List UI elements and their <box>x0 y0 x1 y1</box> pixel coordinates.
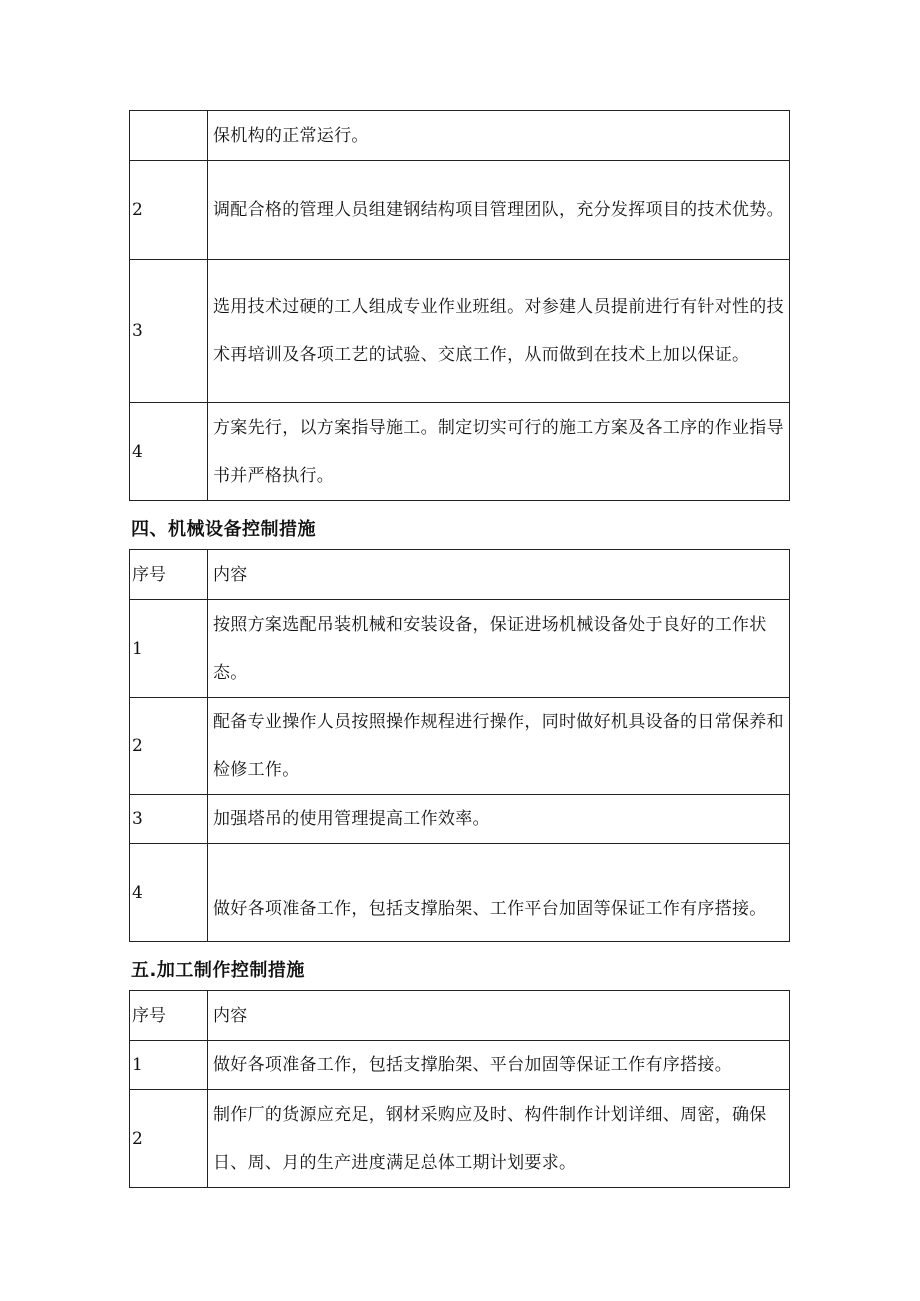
column-header-content: 内容 <box>208 550 790 600</box>
table-row <box>130 260 790 403</box>
row-number: 1 <box>130 1041 208 1090</box>
table-row <box>130 844 790 942</box>
row-content: 调配合格的管理人员组建钢结构项目管理团队，充分发挥项目的技术优势。 <box>208 161 790 260</box>
section-heading: 五.加工制作控制措施 <box>131 960 305 981</box>
row-content: 按照方案选配吊装机械和安装设备，保证进场机械设备处于良好的工作状态。 <box>208 600 790 698</box>
column-header-number: 序号 <box>130 991 208 1041</box>
row-number: 2 <box>130 698 208 795</box>
table-row <box>130 698 790 795</box>
machinery-measures-table <box>129 549 790 942</box>
table-row <box>130 795 790 844</box>
table-header-row <box>130 991 790 1041</box>
table-row <box>130 111 790 161</box>
row-content: 选用技术过硬的工人组成专业作业班组。对参建人员提前进行有针对性的技术再培训及各项工艺的试验、交底工作，从而做到在技术上加以保证。 <box>208 260 790 403</box>
row-content: 做好各项准备工作，包括支撑胎架、平台加固等保证工作有序搭接。 <box>208 1041 790 1090</box>
row-number: 4 <box>130 403 208 501</box>
row-content: 做好各项准备工作，包括支撑胎架、工作平台加固等保证工作有序搭接。 <box>208 844 790 942</box>
row-number: 4 <box>130 844 208 942</box>
row-number <box>130 111 208 161</box>
table-row <box>130 161 790 260</box>
column-header-content: 内容 <box>208 991 790 1041</box>
row-number: 3 <box>130 795 208 844</box>
row-number: 3 <box>130 260 208 403</box>
row-content: 方案先行，以方案指导施工。制定切实可行的施工方案及各工序的作业指导书并严格执行。 <box>208 403 790 501</box>
row-content: 制作厂的货源应充足，钢材采购应及时、构件制作计划详细、周密，确保日、周、月的生产进度满足总体工期计划要求。 <box>208 1090 790 1188</box>
row-content: 配备专业操作人员按照操作规程进行操作，同时做好机具设备的日常保养和检修工作。 <box>208 698 790 795</box>
row-number: 2 <box>130 161 208 260</box>
table-row <box>130 600 790 698</box>
row-number: 2 <box>130 1090 208 1188</box>
table-header-row <box>130 550 790 600</box>
quality-measures-table <box>129 110 790 501</box>
row-content: 保机构的正常运行。 <box>208 111 790 161</box>
row-number: 1 <box>130 600 208 698</box>
table-row <box>130 1090 790 1188</box>
column-header-number: 序号 <box>130 550 208 600</box>
table-row <box>130 1041 790 1090</box>
row-content: 加强塔吊的使用管理提高工作效率。 <box>208 795 790 844</box>
table-row <box>130 403 790 501</box>
fabrication-measures-table <box>129 990 790 1188</box>
section-heading: 四、机械设备控制措施 <box>131 519 316 540</box>
